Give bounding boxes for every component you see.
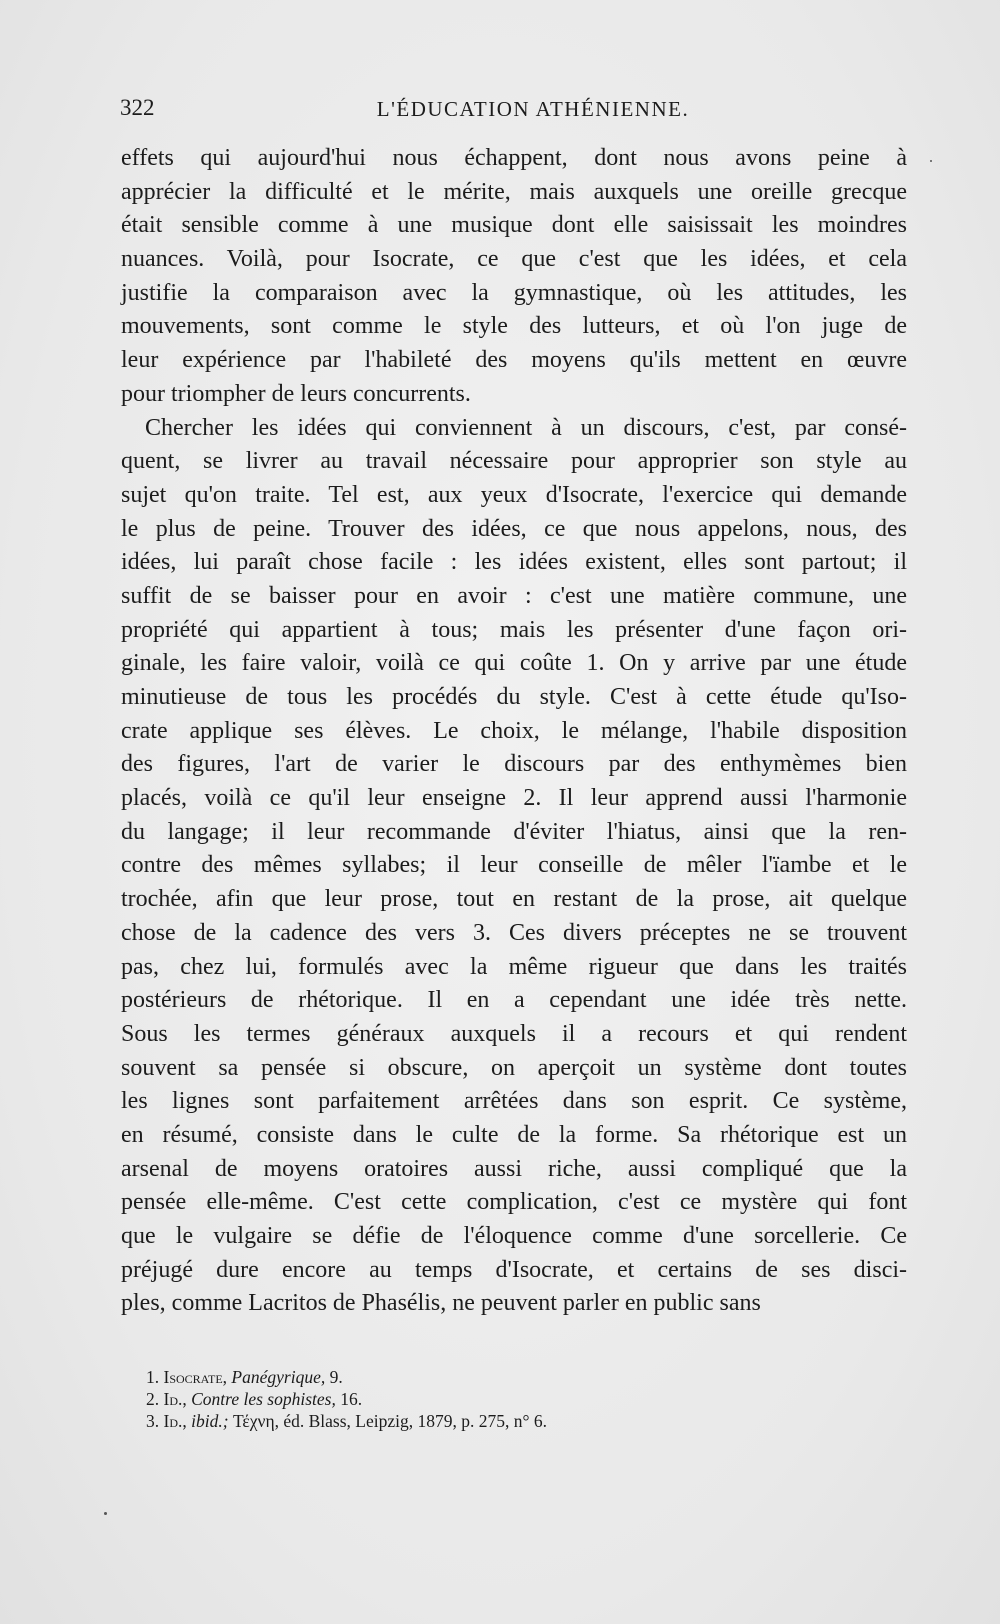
- text-line: quent, se livrer au travail nécessaire pour approprier son style au: [121, 448, 907, 475]
- footnote-reference: Τέχνη, éd. Blass, Leipzig, 1879, p. 275, n° 6.: [228, 1411, 547, 1431]
- text-line: idées, lui paraît chose facile : les idées existent, elles sont partout; il: [121, 549, 907, 576]
- footnote-2: [146, 1388, 846, 1410]
- text-line: nuances. Voilà, pour Isocrate, ce que c'est que les idées, et cela: [121, 246, 907, 273]
- footnote-author: Id.,: [163, 1411, 187, 1431]
- footnote-title: ibid.;: [191, 1411, 229, 1431]
- text-line: Chercher les idées qui conviennent à un discours, c'est, par consé-: [145, 414, 907, 441]
- footnote-reference: 16.: [335, 1389, 363, 1409]
- text-line: mouvements, sont comme le style des lutteurs, et où l'on juge de: [121, 313, 907, 340]
- text-line: pensée elle-même. C'est cette complication, c'est ce mystère qui font: [121, 1189, 907, 1216]
- text-line: sujet qu'on traite. Tel est, aux yeux d'Isocrate, l'exercice qui demande: [121, 481, 907, 508]
- footnote-title: Contre les sophistes,: [191, 1389, 336, 1409]
- footnotes: [146, 1366, 846, 1432]
- body-text: [121, 142, 907, 1321]
- page-number: 322: [120, 95, 155, 120]
- text-line: justifie la comparaison avec la gymnastique, où les attitudes, les: [121, 279, 907, 306]
- text-line: placés, voilà ce qu'il leur enseigne 2. Il leur apprend aussi l'harmonie: [121, 785, 907, 812]
- text-line: contre des mêmes syllabes; il leur conseille de mêler l'ïambe et le: [121, 852, 907, 879]
- text-line: préjugé dure encore au temps d'Isocrate, et certains de ses disci-: [121, 1256, 907, 1283]
- text-line: crate applique ses élèves. Le choix, le mélange, l'habile disposition: [121, 717, 907, 744]
- paper-speck: [104, 1512, 107, 1515]
- footnote-1: [146, 1366, 846, 1388]
- text-line: propriété qui appartient à tous; mais les présenter d'une façon ori-: [121, 616, 907, 643]
- footnote-title: Panégyrique,: [231, 1367, 326, 1387]
- text-line: minutieuse de tous les procédés du style. C'est à cette étude qu'Iso-: [121, 684, 907, 710]
- text-line: souvent sa pensée si obscure, on aperçoit un système dont toutes: [121, 1054, 907, 1081]
- footnote-author: Id.,: [163, 1389, 187, 1409]
- text-line: le plus de peine. Trouver des idées, ce que nous appelons, nous, des: [121, 515, 907, 542]
- text-line: apprécier la difficulté et le mérite, mais auxquels une oreille grecque: [121, 178, 907, 205]
- text-line: leur expérience par l'habileté des moyens qu'ils mettent en œuvre: [121, 347, 907, 374]
- text-line: du langage; il leur recommande d'éviter l'hiatus, ainsi que la ren-: [121, 818, 907, 845]
- text-line: suffit de se baisser pour en avoir : c'est une matière commune, une: [121, 582, 907, 609]
- text-line: postérieurs de rhétorique. Il en a cependant une idée très nette.: [121, 987, 907, 1014]
- text-line: effets qui aujourd'hui nous échappent, dont nous avons peine à: [121, 145, 907, 171]
- text-line: arsenal de moyens oratoires aussi riche, aussi compliqué que la: [121, 1155, 907, 1182]
- text-line: ginale, les faire valoir, voilà ce qui coûte 1. On y arrive par une étude: [121, 650, 907, 677]
- footnote-3: [146, 1410, 846, 1432]
- text-line: en résumé, consiste dans le culte de la forme. Sa rhétorique est un: [121, 1121, 907, 1148]
- text-line: Sous les termes généraux auxquels il a recours et qui rendent: [121, 1020, 907, 1047]
- footnote-number: 3.: [146, 1411, 160, 1431]
- footnote-number: 1.: [146, 1367, 160, 1387]
- text-line: pas, chez lui, formulés avec la même rigueur que dans les traités: [121, 953, 907, 980]
- footnote-reference: 9.: [325, 1367, 343, 1387]
- text-line: des figures, l'art de varier le discours par des enthymèmes bien: [121, 751, 907, 778]
- running-title: L'ÉDUCATION ATHÉNIENNE.: [376, 97, 690, 121]
- text-line: chose de la cadence des vers 3. Ces divers préceptes ne se trouvent: [121, 919, 907, 946]
- text-line: trochée, afin que leur prose, tout en restant de la prose, ait quelque: [121, 886, 907, 913]
- text-line: que le vulgaire se défie de l'éloquence comme d'une sorcellerie. Ce: [121, 1223, 907, 1249]
- text-line: était sensible comme à une musique dont elle saisissait les moindres: [121, 212, 907, 239]
- text-line: ples, comme Lacritos de Phasélis, ne peuvent parler en public sans: [121, 1290, 761, 1317]
- page-header: [120, 95, 906, 125]
- text-line: les lignes sont parfaitement arrêtées dans son esprit. Ce système,: [121, 1088, 907, 1115]
- footnote-number: 2.: [146, 1389, 160, 1409]
- text-line: pour triompher de leurs concurrents.: [121, 380, 471, 407]
- paper-speck: [930, 160, 932, 162]
- footnote-author: Isocrate,: [163, 1367, 228, 1387]
